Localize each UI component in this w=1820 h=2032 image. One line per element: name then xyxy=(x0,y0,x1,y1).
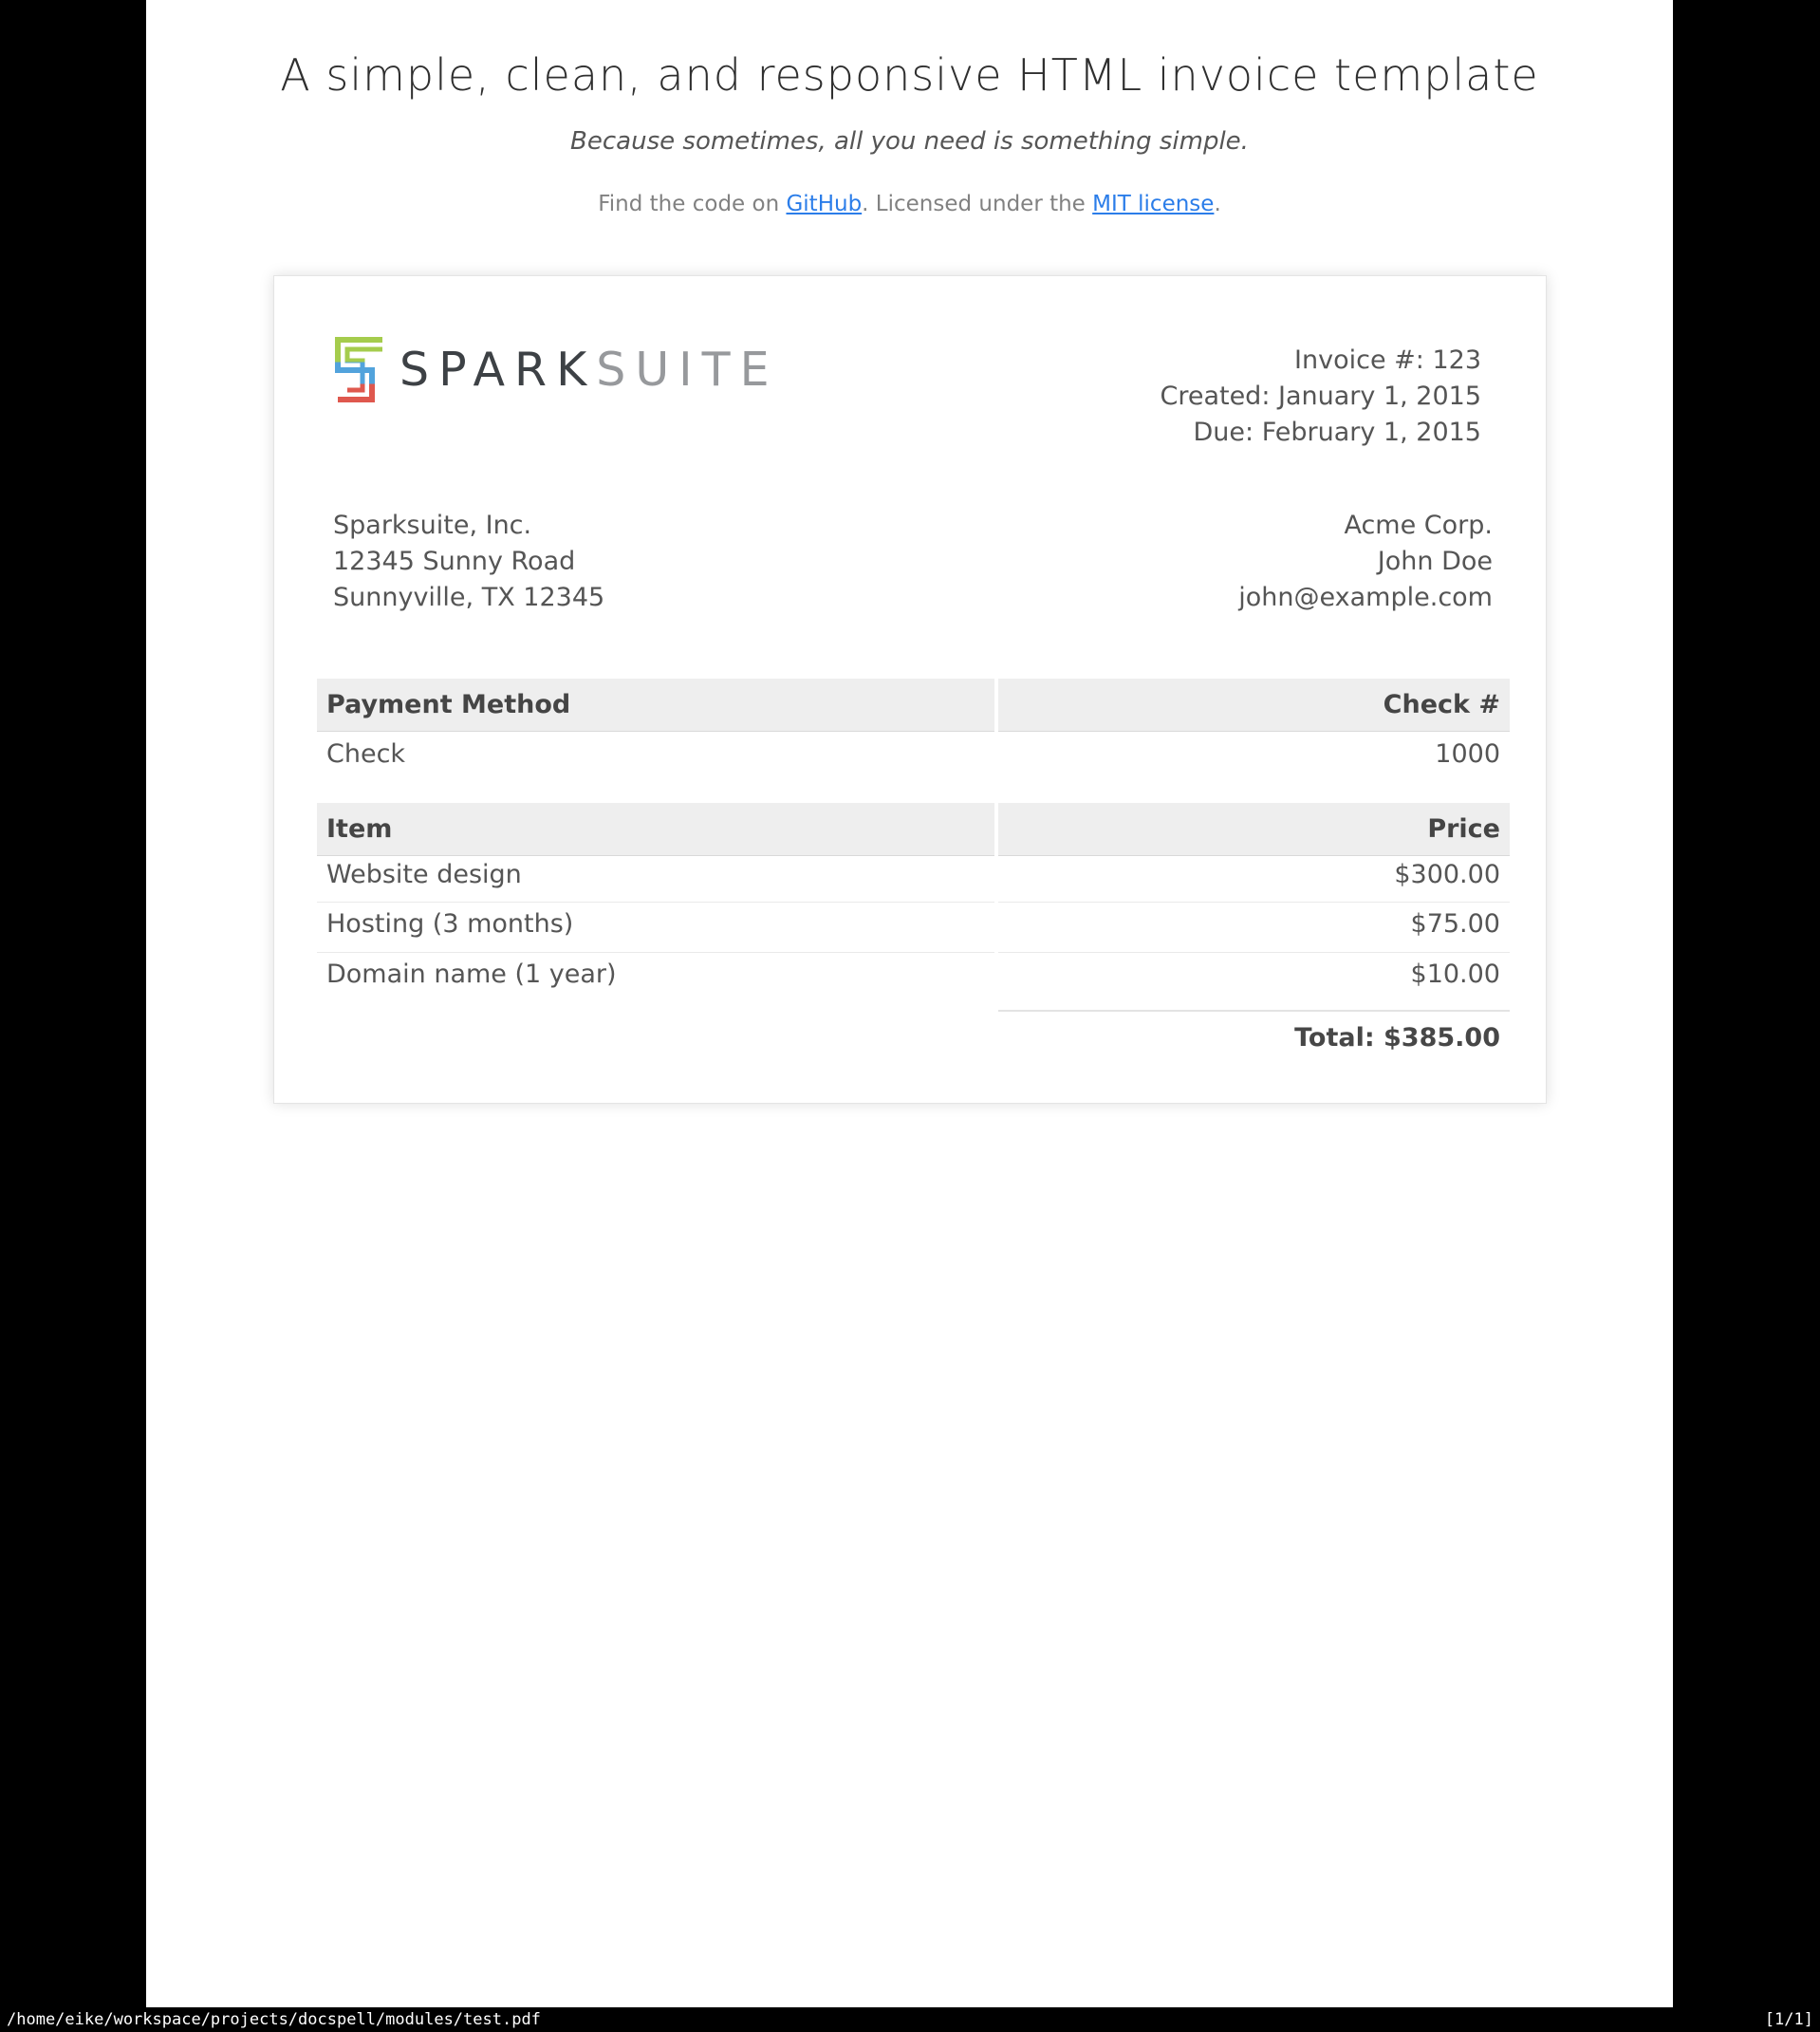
recipient-name: John Doe xyxy=(1377,547,1493,576)
item-row-hosting xyxy=(317,903,1510,953)
invoice-created-date: Created: January 1, 2015 xyxy=(1160,382,1481,411)
item-row-website-design xyxy=(317,853,1510,903)
sender-company: Sparksuite, Inc. xyxy=(333,511,532,540)
price-header: Price xyxy=(998,803,1510,856)
total-row xyxy=(317,1010,1510,1053)
invoice-meta xyxy=(1160,343,1481,451)
check-number-value: 1000 xyxy=(1435,739,1500,769)
link-line-prefix: Find the code on xyxy=(598,192,787,216)
invoice-total: Total: $385.00 xyxy=(998,1010,1510,1053)
pdf-page xyxy=(146,0,1673,2007)
invoice-box xyxy=(273,275,1547,1104)
payment-method-value: Check xyxy=(326,739,406,769)
statusbar-file-path: /home/eike/workspace/projects/docspell/modules/test.pdf xyxy=(7,2010,541,2029)
sender-street: 12345 Sunny Road xyxy=(333,547,576,576)
item-price: $10.00 xyxy=(1410,960,1500,989)
invoice-number: Invoice #: 123 xyxy=(1294,345,1481,375)
sender-city: Sunnyville, TX 12345 xyxy=(333,583,605,612)
logo-wordmark-suite: SUITE xyxy=(596,343,779,397)
payment-method-header: Payment Method xyxy=(317,679,994,732)
item-name: Website design xyxy=(317,853,994,903)
pdf-viewer-statusbar xyxy=(0,2007,1820,2032)
page-subtitle: Because sometimes, all you need is something simple. xyxy=(570,127,1249,156)
github-link[interactable]: GitHub xyxy=(786,192,863,216)
link-line-middle: . Licensed under the xyxy=(862,192,1093,216)
invoice-due-date: Due: February 1, 2015 xyxy=(1193,418,1481,447)
link-line-suffix: . xyxy=(1214,192,1221,216)
logo-wordmark xyxy=(399,343,779,397)
payment-table-header xyxy=(317,679,1510,732)
item-row-domain-name xyxy=(317,953,1510,996)
recipient-company: Acme Corp. xyxy=(1344,511,1493,540)
recipient-address xyxy=(1238,508,1493,616)
item-header: Item xyxy=(317,803,994,856)
logo-wordmark-spark: SPARK xyxy=(399,343,597,397)
check-number-header: Check # xyxy=(998,679,1510,732)
sender-address xyxy=(333,508,604,616)
page-title: A simple, clean, and responsive HTML invoice template xyxy=(280,49,1539,101)
statusbar-page-indicator: [1/1] xyxy=(1764,2010,1813,2029)
item-name: Domain name (1 year) xyxy=(326,960,617,989)
sparksuite-s-icon xyxy=(331,336,386,404)
payment-table-row xyxy=(317,739,1510,769)
item-name: Hosting (3 months) xyxy=(317,903,994,953)
item-price: $75.00 xyxy=(998,903,1510,953)
item-price: $300.00 xyxy=(998,853,1510,903)
mit-license-link[interactable]: MIT license xyxy=(1092,192,1215,216)
items-table-header xyxy=(317,803,1510,856)
recipient-email: john@example.com xyxy=(1238,583,1493,612)
intro-links xyxy=(146,192,1673,216)
